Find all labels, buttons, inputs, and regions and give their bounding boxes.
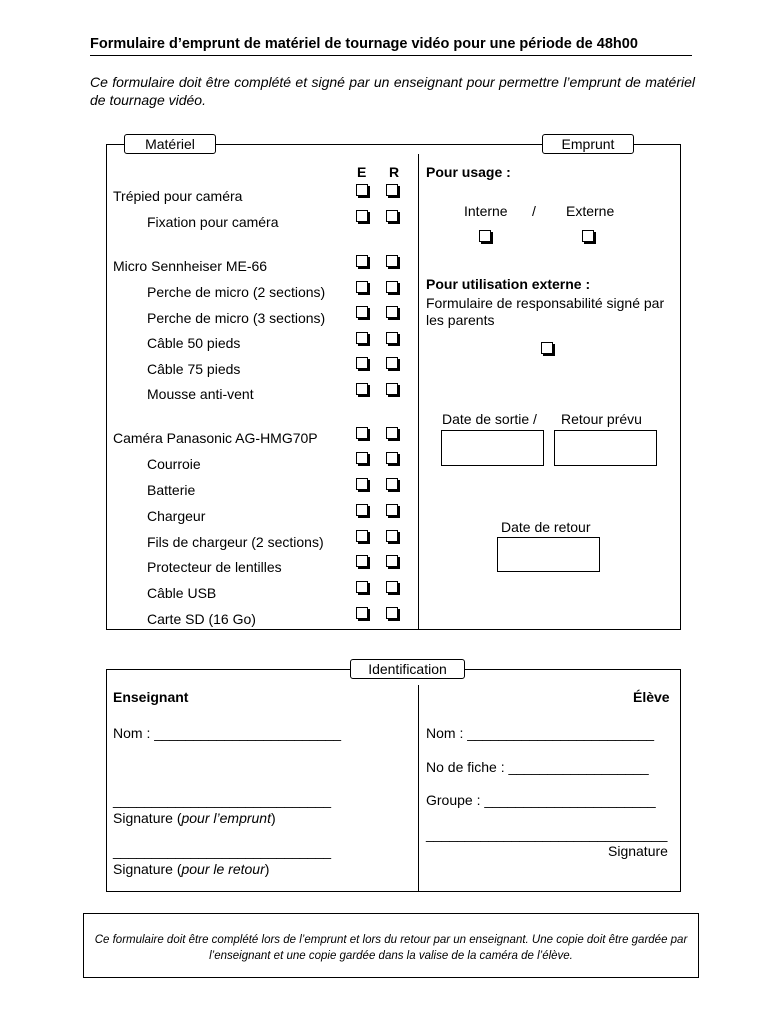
checkbox-r[interactable] <box>386 530 398 542</box>
checkbox-e[interactable] <box>356 452 368 464</box>
checkbox-e[interactable] <box>356 306 368 318</box>
checkbox-r[interactable] <box>386 281 398 293</box>
legend-identification: Identification <box>350 659 465 679</box>
student-group-field[interactable]: Groupe : ______________________ <box>426 792 656 808</box>
page-title: Formulaire d’emprunt de matériel de tournage vidéo pour une période de 48h00 <box>90 36 692 56</box>
checkbox-r[interactable] <box>386 504 398 516</box>
item-label: Câble 50 pieds <box>147 335 241 351</box>
checkbox-e[interactable] <box>356 184 368 196</box>
externe-label: Externe <box>566 203 615 219</box>
checkbox-r[interactable] <box>386 357 398 369</box>
slash-separator: / <box>532 203 536 219</box>
checkbox-r[interactable] <box>386 332 398 344</box>
loan-divider <box>418 154 419 630</box>
checkbox-e[interactable] <box>356 383 368 395</box>
checkbox-r[interactable] <box>386 427 398 439</box>
checkbox-e[interactable] <box>356 427 368 439</box>
item-label: Protecteur de lentilles <box>147 559 282 575</box>
checkbox-r[interactable] <box>386 210 398 222</box>
checkbox-e[interactable] <box>356 332 368 344</box>
retour-prevu-field[interactable] <box>554 430 657 466</box>
student-signature-line[interactable]: _______________________________ <box>426 826 668 842</box>
checkbox-e[interactable] <box>356 530 368 542</box>
intro-text: Ce formulaire doit être complété et signé par un enseignant pour permettre l’emprunt de matériel de tournage vidéo. <box>90 74 695 108</box>
item-label: Micro Sennheiser ME-66 <box>113 258 268 274</box>
usage-label: Pour usage : <box>426 164 511 180</box>
checkbox-r[interactable] <box>386 555 398 567</box>
checkbox-r[interactable] <box>386 452 398 464</box>
item-label: Caméra Panasonic AG-HMG70P <box>113 430 318 446</box>
item-label: Fils de chargeur (2 sections) <box>147 534 324 550</box>
checkbox-r[interactable] <box>386 581 398 593</box>
item-label: Perche de micro (3 sections) <box>147 310 326 326</box>
item-label: Batterie <box>147 482 196 498</box>
signature-emprunt-label: Signature (pour l’emprunt) <box>113 810 276 826</box>
checkbox-e[interactable] <box>356 255 368 267</box>
checkbox-parent-form[interactable] <box>541 342 553 354</box>
checkbox-r[interactable] <box>386 478 398 490</box>
footer-note: Ce formulaire doit être complété lors de l’emprunt et lors du retour par un enseignant. Une copie doit être gardée par l’enseignant et une copie gardée dans la valise de la caméra de l’élève. <box>94 934 688 962</box>
checkbox-e[interactable] <box>356 281 368 293</box>
teacher-signature-line[interactable]: ____________________________ <box>113 792 332 808</box>
external-use-label: Pour utilisation externe : <box>426 276 591 292</box>
date-retour-field[interactable] <box>497 537 600 572</box>
external-use-text: Formulaire de responsabilité signé par les parents <box>426 295 665 328</box>
student-name-field[interactable]: Nom : ________________________ <box>426 725 655 741</box>
col-header-r: R <box>389 164 400 180</box>
date-retour-label: Date de retour <box>501 519 591 535</box>
checkbox-r[interactable] <box>386 306 398 318</box>
checkbox-e[interactable] <box>356 581 368 593</box>
student-signature-label: Signature <box>608 843 668 859</box>
checkbox-interne[interactable] <box>479 230 491 242</box>
item-label: Trépied pour caméra <box>113 188 243 204</box>
checkbox-e[interactable] <box>356 357 368 369</box>
checkbox-r[interactable] <box>386 607 398 619</box>
checkbox-r[interactable] <box>386 184 398 196</box>
date-sortie-field[interactable] <box>441 430 544 466</box>
checkbox-e[interactable] <box>356 555 368 567</box>
interne-label: Interne <box>464 203 508 219</box>
checkbox-e[interactable] <box>356 607 368 619</box>
checkbox-e[interactable] <box>356 210 368 222</box>
teacher-return-signature-line[interactable]: ____________________________ <box>113 843 332 859</box>
checkbox-r[interactable] <box>386 255 398 267</box>
date-sortie-label: Date de sortie / <box>442 411 537 427</box>
retour-prevu-label: Retour prévu <box>561 411 642 427</box>
item-label: Câble USB <box>147 585 217 601</box>
identification-divider <box>418 685 419 892</box>
item-label: Perche de micro (2 sections) <box>147 284 326 300</box>
legend-materiel: Matériel <box>124 134 216 154</box>
item-label: Carte SD (16 Go) <box>147 611 256 627</box>
col-header-e: E <box>357 164 367 180</box>
item-label: Chargeur <box>147 508 206 524</box>
item-label: Mousse anti-vent <box>147 386 254 402</box>
student-file-number-field[interactable]: No de fiche : __________________ <box>426 759 649 775</box>
checkbox-externe[interactable] <box>582 230 594 242</box>
checkbox-r[interactable] <box>386 383 398 395</box>
checkbox-e[interactable] <box>356 478 368 490</box>
legend-emprunt: Emprunt <box>542 134 634 154</box>
item-label: Fixation pour caméra <box>147 214 279 230</box>
signature-retour-label: Signature (pour le retour) <box>113 861 270 877</box>
teacher-name-field[interactable]: Nom : ________________________ <box>113 725 342 741</box>
eleve-heading: Élève <box>633 689 670 705</box>
item-label: Câble 75 pieds <box>147 361 241 377</box>
item-label: Courroie <box>147 456 201 472</box>
checkbox-e[interactable] <box>356 504 368 516</box>
enseignant-heading: Enseignant <box>113 689 189 705</box>
